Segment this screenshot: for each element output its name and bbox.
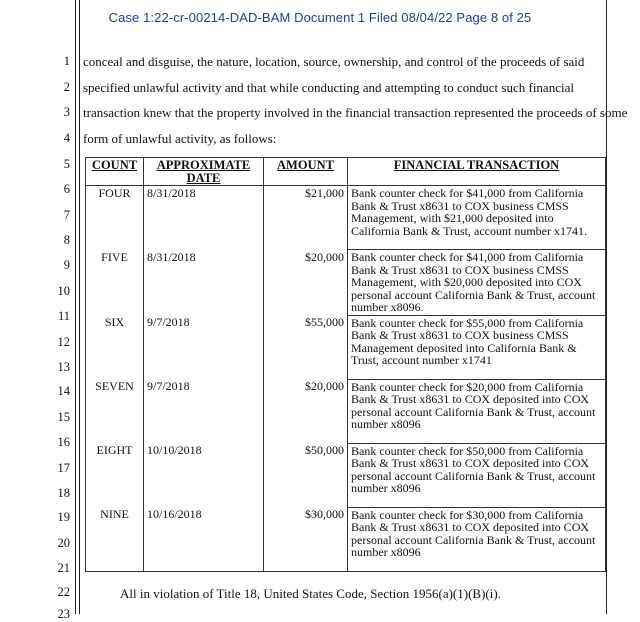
left-margin-rule-inner (79, 0, 80, 614)
count-cell: EIGHT (86, 443, 144, 507)
column-header-count: COUNT (86, 158, 144, 186)
transaction-cell: Bank counter check for $30,000 from California Bank & Trust x8631 to COX deposited into COX personal account California Bank & Trust, account number x8096 (348, 507, 606, 571)
count-cell: FIVE (86, 250, 144, 316)
line-number: 13 (57, 360, 70, 374)
line-number: 10 (57, 284, 70, 298)
table-header-row (86, 158, 606, 186)
line-number: 8 (63, 233, 70, 247)
transactions-table (85, 157, 606, 572)
line-number: 15 (57, 410, 70, 424)
line-number: 3 (63, 105, 70, 119)
amount-cell: $20,000 (264, 250, 348, 316)
table-row (86, 443, 606, 507)
column-header-date: APPROXIMATE DATE (144, 158, 264, 186)
body-text-line: conceal and disguise, the nature, location, source, ownership, and control of the proceeds of said (83, 54, 585, 69)
column-header-amount: AMOUNT (264, 158, 348, 186)
violation-statement: All in violation of Title 18, United States Code, Section 1956(a)(1)(B)(i). (120, 586, 501, 601)
transaction-cell: Bank counter check for $20,000 from California Bank & Trust x8631 to COX deposited into COX personal account California Bank & Trust, account number x8096 (348, 379, 606, 443)
line-number: 14 (57, 384, 70, 398)
count-cell: SEVEN (86, 379, 144, 443)
table-row (86, 250, 606, 316)
date-cell: 10/10/2018 (144, 443, 264, 507)
body-text-line: specified unlawful activity and that while conducting and attempting to conduct such financial (83, 80, 574, 95)
line-number: 11 (57, 309, 70, 323)
line-number: 9 (63, 258, 70, 272)
table-row (86, 315, 606, 379)
transaction-cell: Bank counter check for $50,000 from California Bank & Trust x8631 to COX deposited into COX personal account California Bank & Trust, account number x8096 (348, 443, 606, 507)
table-row (86, 507, 606, 571)
line-number: 20 (57, 536, 70, 550)
page-header: Case 1:22-cr-00214-DAD-BAM Document 1 Filed 08/04/22 Page 8 of 25 (108, 10, 532, 25)
line-number: 12 (57, 335, 70, 349)
line-number: 7 (63, 208, 70, 222)
line-number: 23 (57, 607, 70, 621)
body-text-line: transaction knew that the property involved in the financial transaction represented the proceeds of some (83, 105, 628, 120)
line-number: 17 (57, 461, 70, 475)
transaction-cell: Bank counter check for $41,000 from California Bank & Trust x8631 to COX business CMSS Management, with $20,000 deposited into COX personal account California Bank & Trust, account number x8096. (348, 250, 606, 316)
amount-cell: $55,000 (264, 315, 348, 379)
transaction-cell: Bank counter check for $55,000 from California Bank & Trust x8631 to COX business CMSS Management deposited into California Bank & Trust, account number x1741 (348, 315, 606, 379)
table-row (86, 379, 606, 443)
right-margin-rule (606, 0, 607, 614)
amount-cell: $20,000 (264, 379, 348, 443)
amount-cell: $50,000 (264, 443, 348, 507)
line-number: 21 (57, 561, 70, 575)
table-row (86, 186, 606, 250)
line-number: 22 (57, 585, 70, 599)
date-cell: 10/16/2018 (144, 507, 264, 571)
line-number: 4 (63, 131, 70, 145)
line-number: 5 (63, 157, 70, 171)
count-cell: FOUR (86, 186, 144, 250)
date-cell: 8/31/2018 (144, 186, 264, 250)
date-cell: 9/7/2018 (144, 315, 264, 379)
line-number: 2 (63, 80, 70, 94)
line-number: 16 (57, 435, 70, 449)
date-cell: 8/31/2018 (144, 250, 264, 316)
line-number: 1 (63, 54, 70, 68)
count-cell: SIX (86, 315, 144, 379)
amount-cell: $30,000 (264, 507, 348, 571)
left-margin-rule (75, 0, 76, 614)
line-number: 19 (57, 510, 70, 524)
date-cell: 9/7/2018 (144, 379, 264, 443)
amount-cell: $21,000 (264, 186, 348, 250)
line-number: 6 (63, 182, 70, 196)
column-header-transaction: FINANCIAL TRANSACTION (348, 158, 606, 186)
transaction-cell: Bank counter check for $41,000 from California Bank & Trust x8631 to COX business CMSS Management, with $21,000 deposited into California Bank & Trust, account number x1741. (348, 186, 606, 250)
count-cell: NINE (86, 507, 144, 571)
line-number: 18 (57, 486, 70, 500)
body-text-line: form of unlawful activity, as follows: (83, 131, 277, 146)
